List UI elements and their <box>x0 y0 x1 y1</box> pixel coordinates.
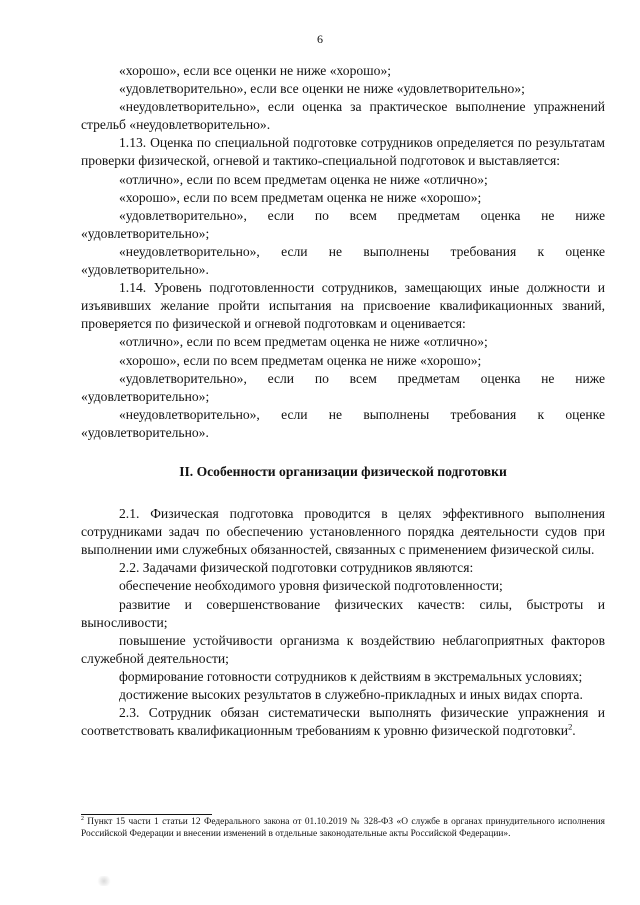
footnote-text: Пункт 15 части 1 статьи 12 Федерального закона от 01.10.2019 № 328-ФЗ «О службе в органах принудительного исполнения Российской Федерации и внесении изменений в отдельные законодательные акты Российской Федерации». <box>81 817 605 839</box>
section-paragraph-2: 2.2. Задачами физической подготовки сотрудников являются: <box>119 560 474 576</box>
paragraph-6: «хорошо», если по всем предметам оценка не ниже «хорошо»; <box>119 189 482 205</box>
footnote-divider <box>81 814 212 815</box>
paragraph-5: «отлично», если по всем предметам оценка не ниже «отлично»; <box>119 171 488 187</box>
paragraph-2: «удовлетворительно», если все оценки не ниже «удовлетворительно»; <box>119 81 525 97</box>
paragraph-2-3 <box>81 704 605 740</box>
section-title: II. Особенности организации физической подготовки <box>179 463 507 479</box>
section-paragraph-6: формирование готовности сотрудников к действиям в экстремальных условиях; <box>119 668 583 684</box>
paragraph-11: «хорошо», если по всем предметам оценка не ниже «хорошо»; <box>119 352 482 368</box>
page-number: 6 <box>317 32 323 46</box>
section-paragraph-7: достижение высоких результатов в служебно-прикладных и иных видах спорта. <box>119 687 583 702</box>
paragraph-8: «неудовлетворительно», если не выполнены требования к оценке «удовлетворительно». <box>81 243 605 278</box>
paragraph-12: «удовлетворительно», если по всем предметам оценка не ниже «удовлетворительно»; <box>81 370 605 404</box>
scan-smudge <box>96 876 112 886</box>
section-paragraph-5: повышение устойчивости организма к воздействию неблагоприятных факторов служебной деятельности; <box>81 632 605 666</box>
paragraph-2-3-text: 2.3. Сотрудник обязан систематически выполнять физические упражнения и соответствовать квалификационным требованиям к уровню физической подготовки <box>81 705 605 739</box>
intro-paragraphs <box>81 62 605 442</box>
footnote-reference[interactable]: 2 <box>568 721 573 732</box>
footnote-marker: 2 <box>81 815 84 822</box>
section-paragraph-3: обеспечение необходимого уровня физической подготовленности; <box>119 578 503 594</box>
footnote <box>81 817 605 841</box>
section-paragraph-1: 2.1. Физическая подготовка проводится в целях эффективного выполнения сотрудниками задач по обеспечению установленного порядка деятельности судов при выполнении ими служебных обязанностей, связанных с применением физической силы. <box>81 506 605 558</box>
section-paragraphs <box>81 505 605 704</box>
section-paragraph-4: развитие и совершенствование физических качеств: силы, быстроты и выносливости; <box>81 596 605 630</box>
paragraph-9: 1.14. Уровень подготовленности сотрудников, замещающих иные должности и изъявивших желание пройти испытания на присвоение квалификационных званий, проверяется по физической и огневой подготовкам и оценивается: <box>81 280 605 332</box>
paragraph-2-3-tail: . <box>572 723 576 739</box>
paragraph-13: «неудовлетворительно», если не выполнены требования к оценке «удовлетворительно». <box>81 406 605 440</box>
paragraph-4: 1.13. Оценка по специальной подготовке сотрудников определяется по результатам проверки физической, огневой и тактико-специальной подготовок и выставляется: <box>81 135 605 169</box>
paragraph-1: «хорошо», если все оценки не ниже «хорошо»; <box>119 63 392 78</box>
paragraph-3: «неудовлетворительно», если оценка за практическое выполнение упражнений стрельб «неудовлетворительно». <box>81 99 605 133</box>
body-text <box>81 62 605 740</box>
paragraph-7: «удовлетворительно», если по всем предметам оценка не ниже «удовлетворительно»; <box>81 207 605 241</box>
paragraph-10: «отлично», если по всем предметам оценка не ниже «отлично»; <box>119 334 488 350</box>
